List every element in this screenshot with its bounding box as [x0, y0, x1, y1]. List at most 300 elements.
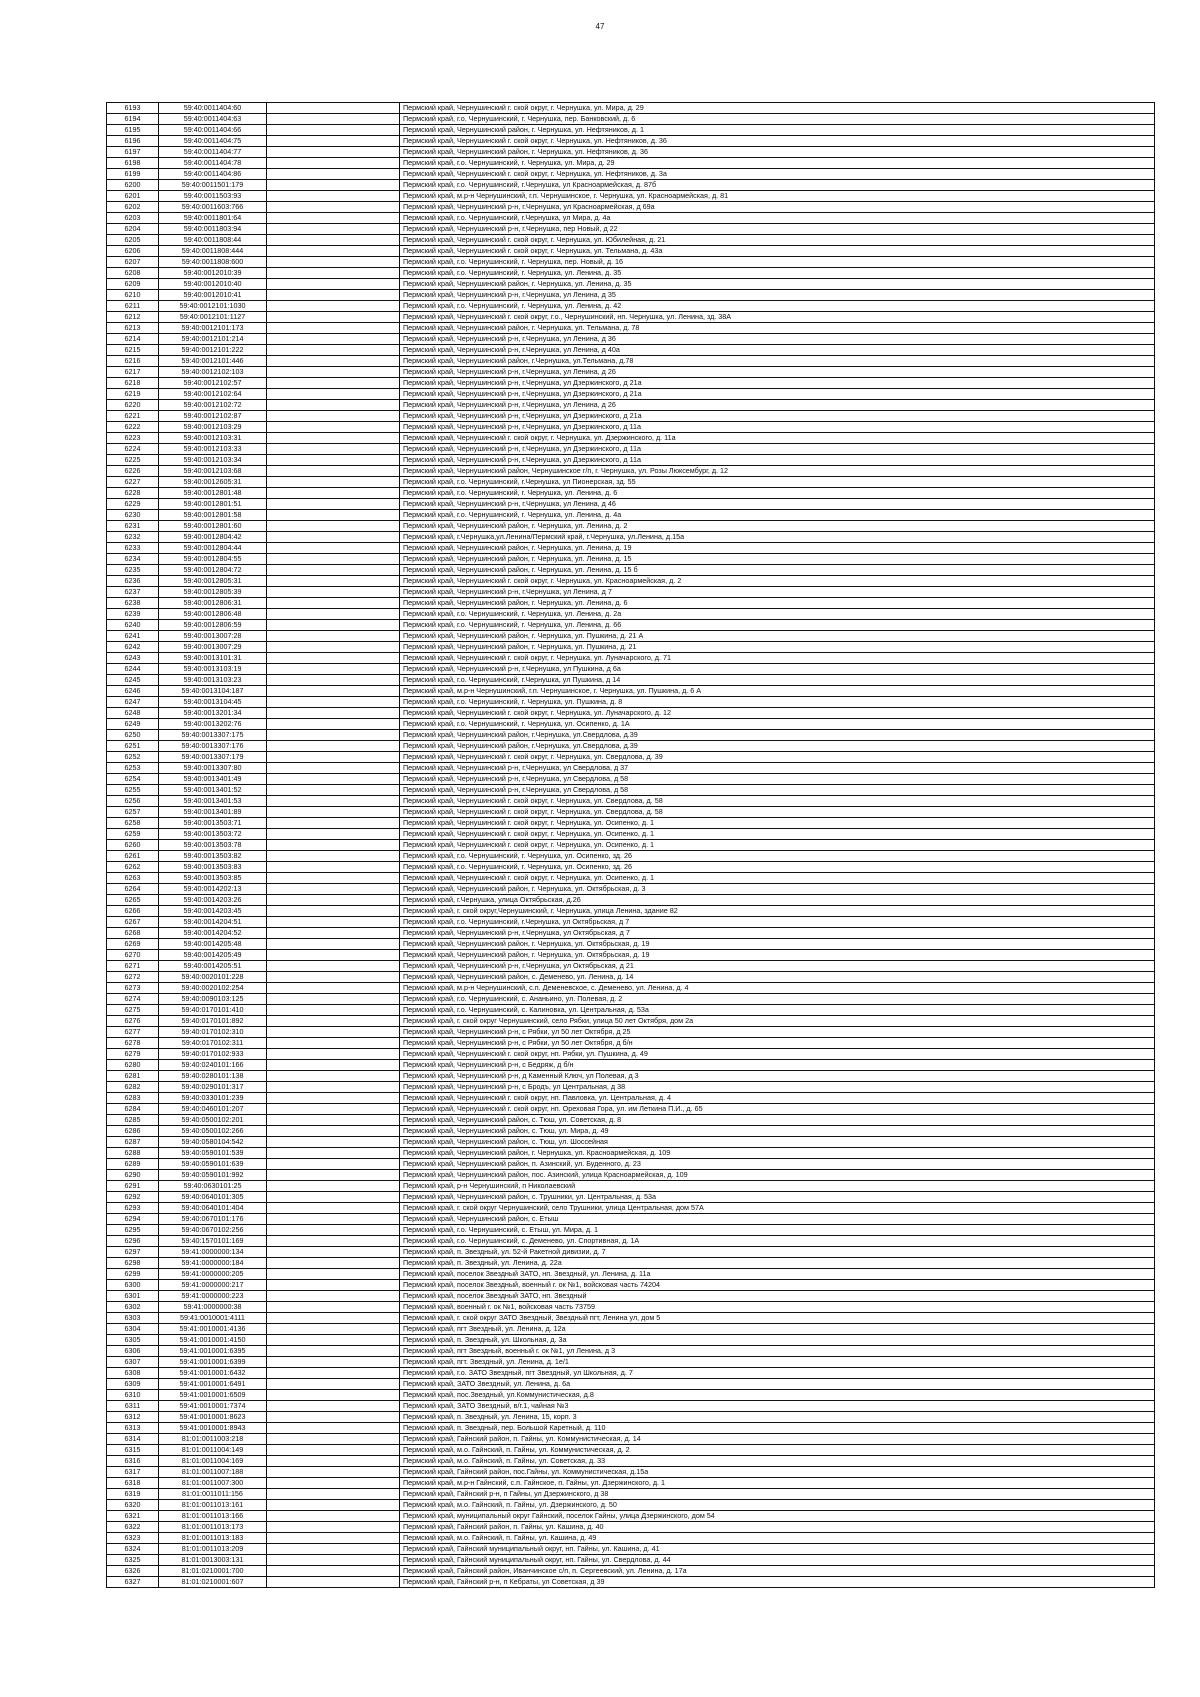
empty-cell [267, 620, 400, 631]
cadastral-number-cell: 59:40:0013503:72 [159, 829, 267, 840]
empty-cell [267, 125, 400, 136]
table-row [107, 851, 1155, 862]
empty-cell [267, 1335, 400, 1346]
empty-cell [267, 1467, 400, 1478]
empty-cell [267, 1005, 400, 1016]
cadastral-number-cell: 81:01:0011003:218 [159, 1434, 267, 1445]
address-cell: Пермский край, м.о. Гайнский, п. Гайны, ул. Дзержинского, д. 50 [400, 1500, 1155, 1511]
empty-cell [267, 257, 400, 268]
empty-cell [267, 1236, 400, 1247]
cadastral-number-cell: 59:40:0013503:85 [159, 873, 267, 884]
cadastral-number-cell: 59:40:0013307:175 [159, 730, 267, 741]
empty-cell [267, 1456, 400, 1467]
address-cell: Пермский край, г.о. Чернушинский, г. Чернушка, ул. Осипенко, д. 1А [400, 719, 1155, 730]
cadastral-number-cell: 59:40:0012804:72 [159, 565, 267, 576]
address-cell: Пермский край, Чернушинский р-н, г.Чернушка, ул Свердлова, д 58 [400, 785, 1155, 796]
row-number-cell: 6278 [107, 1038, 159, 1049]
row-number-cell: 6249 [107, 719, 159, 730]
empty-cell [267, 532, 400, 543]
cadastral-number-cell: 81:01:0011013:166 [159, 1511, 267, 1522]
table-row [107, 1302, 1155, 1313]
address-cell: Пермский край, Чернушинский г. ской округ, г. Чернушка, ул. Осипенко, д. 1 [400, 873, 1155, 884]
address-cell: Пермский край, Чернушинский район, г. Чернушка, ул. Пушкина, д. 21 [400, 642, 1155, 653]
address-cell: Пермский край, м.о. Гайнский, п. Гайны, ул. Советская, д. 33 [400, 1456, 1155, 1467]
empty-cell [267, 576, 400, 587]
table-row [107, 785, 1155, 796]
empty-cell [267, 1346, 400, 1357]
empty-cell [267, 1115, 400, 1126]
cadastral-number-cell: 59:40:0011404:77 [159, 147, 267, 158]
empty-cell [267, 1082, 400, 1093]
address-cell: Пермский край, Чернушинский р-н, г.Чернушка, ул Дзержинского, д 21а [400, 378, 1155, 389]
cadastral-number-cell: 59:40:0012806:31 [159, 598, 267, 609]
cadastral-number-cell: 59:40:0012101:446 [159, 356, 267, 367]
table-row [107, 1049, 1155, 1060]
page-number: 47 [595, 22, 605, 31]
row-number-cell: 6268 [107, 928, 159, 939]
row-number-cell: 6317 [107, 1467, 159, 1478]
empty-cell [267, 1478, 400, 1489]
table-row [107, 389, 1155, 400]
row-number-cell: 6308 [107, 1368, 159, 1379]
cadastral-number-cell: 59:40:0590101:992 [159, 1170, 267, 1181]
table-row [107, 257, 1155, 268]
cadastral-number-cell: 59:41:0000000:184 [159, 1258, 267, 1269]
empty-cell [267, 158, 400, 169]
row-number-cell: 6258 [107, 818, 159, 829]
table-row [107, 1346, 1155, 1357]
cadastral-number-cell: 59:40:0013307:179 [159, 752, 267, 763]
empty-cell [267, 400, 400, 411]
address-cell: Пермский край, Чернушинский р-н, г.Чернушка, ул Дзержинского, д 21а [400, 411, 1155, 422]
row-number-cell: 6289 [107, 1159, 159, 1170]
cadastral-number-cell: 59:40:0280101:138 [159, 1071, 267, 1082]
row-number-cell: 6274 [107, 994, 159, 1005]
table-row [107, 466, 1155, 477]
address-cell: Пермский край, Чернушинский район, г. Чернушка, ул. Ленина, д. 2 [400, 521, 1155, 532]
row-number-cell: 6204 [107, 224, 159, 235]
empty-cell [267, 1104, 400, 1115]
table-row [107, 202, 1155, 213]
row-number-cell: 6275 [107, 1005, 159, 1016]
cadastral-number-cell: 59:40:0012103:33 [159, 444, 267, 455]
row-number-cell: 6225 [107, 455, 159, 466]
address-cell: Пермский край, Чернушинский г. ской округ, нп. Рябки, ул. Пушкина, д. 49 [400, 1049, 1155, 1060]
empty-cell [267, 1500, 400, 1511]
empty-cell [267, 1522, 400, 1533]
row-number-cell: 6227 [107, 477, 159, 488]
cadastral-number-cell: 59:41:0010001:6491 [159, 1379, 267, 1390]
table-row [107, 444, 1155, 455]
row-number-cell: 6229 [107, 499, 159, 510]
cadastral-number-cell: 81:01:0013003:131 [159, 1555, 267, 1566]
table-row [107, 1467, 1155, 1478]
row-number-cell: 6326 [107, 1566, 159, 1577]
table-row [107, 1390, 1155, 1401]
address-cell: Пермский край, Чернушинский район, с. Тюш, ул. Мира, д. 49 [400, 1126, 1155, 1137]
table-row [107, 763, 1155, 774]
row-number-cell: 6193 [107, 103, 159, 114]
row-number-cell: 6290 [107, 1170, 159, 1181]
table-row [107, 1126, 1155, 1137]
address-cell: Пермский край, Чернушинский район, г. Чернушка, ул. Пушкина, д. 21 А [400, 631, 1155, 642]
empty-cell [267, 653, 400, 664]
register-table [106, 102, 1155, 1588]
cadastral-number-cell: 59:40:0013007:28 [159, 631, 267, 642]
address-cell: Пермский край, м.р-н Гайнский, с.п. Гайнское, п. Гайны, ул. Дзержинского, д. 1 [400, 1478, 1155, 1489]
cadastral-number-cell: 59:40:0500102:201 [159, 1115, 267, 1126]
row-number-cell: 6283 [107, 1093, 159, 1104]
empty-cell [267, 983, 400, 994]
cadastral-number-cell: 59:40:0014204:51 [159, 917, 267, 928]
address-cell: Пермский край, г.о. Чернушинский, с. Калиновка, ул. Центральная, д. 53а [400, 1005, 1155, 1016]
row-number-cell: 6311 [107, 1401, 159, 1412]
row-number-cell: 6224 [107, 444, 159, 455]
address-cell: Пермский край, Чернушинский г. ской округ, г. Чернушка, ул. Свердлова, д. 58 [400, 796, 1155, 807]
empty-cell [267, 928, 400, 939]
address-cell: Пермский край, г.о. Чернушинский, г.Чернушка, ул Октябрьская, д 7 [400, 917, 1155, 928]
row-number-cell: 6319 [107, 1489, 159, 1500]
address-cell: Пермский край, Чернушинский г. ской округ, г. Чернушка, ул. Луначарского, д. 12 [400, 708, 1155, 719]
empty-cell [267, 1126, 400, 1137]
table-row [107, 1456, 1155, 1467]
empty-cell [267, 1049, 400, 1060]
empty-cell [267, 1566, 400, 1577]
empty-cell [267, 290, 400, 301]
table-row [107, 1489, 1155, 1500]
cadastral-number-cell: 59:40:0011404:66 [159, 125, 267, 136]
table-row [107, 279, 1155, 290]
address-cell: Пермский край, Чернушинский р-н, г.Чернушка, ул Дзержинского, д 11а [400, 422, 1155, 433]
address-cell: Пермский край, Чернушинский район, Чернушинское г/п, г. Чернушка, ул. Розы Люксембург, д. 12 [400, 466, 1155, 477]
row-number-cell: 6260 [107, 840, 159, 851]
table-row [107, 1258, 1155, 1269]
table-row [107, 884, 1155, 895]
address-cell: Пермский край, г.о. Чернушинский, г. Чернушка, ул. Ленина, д. 35 [400, 268, 1155, 279]
cadastral-number-cell: 59:40:0012804:42 [159, 532, 267, 543]
empty-cell [267, 1313, 400, 1324]
table-row [107, 103, 1155, 114]
row-number-cell: 6300 [107, 1280, 159, 1291]
address-cell: Пермский край, Чернушинский район, г. Чернушка, ул. Нефтяников, д. 1 [400, 125, 1155, 136]
row-number-cell: 6305 [107, 1335, 159, 1346]
empty-cell [267, 1027, 400, 1038]
empty-cell [267, 796, 400, 807]
cadastral-number-cell: 59:41:0000000:223 [159, 1291, 267, 1302]
cadastral-number-cell: 59:40:0013101:31 [159, 653, 267, 664]
table-row [107, 334, 1155, 345]
table-row [107, 125, 1155, 136]
empty-cell [267, 1324, 400, 1335]
cadastral-number-cell: 59:40:0013503:82 [159, 851, 267, 862]
row-number-cell: 6244 [107, 664, 159, 675]
cadastral-number-cell: 59:40:0011404:60 [159, 103, 267, 114]
row-number-cell: 6254 [107, 774, 159, 785]
empty-cell [267, 961, 400, 972]
empty-cell [267, 1137, 400, 1148]
address-cell: Пермский край, Чернушинский р-н, г.Чернушка, ул Октябрьская, д 21 [400, 961, 1155, 972]
cadastral-number-cell: 59:40:0330101:239 [159, 1093, 267, 1104]
cadastral-number-cell: 59:40:0580104:542 [159, 1137, 267, 1148]
table-row [107, 1093, 1155, 1104]
address-cell: Пермский край, Чернушинский г. ской округ, г. Чернушка, ул. Свердлова, д. 39 [400, 752, 1155, 763]
row-number-cell: 6316 [107, 1456, 159, 1467]
row-number-cell: 6303 [107, 1313, 159, 1324]
empty-cell [267, 675, 400, 686]
empty-cell [267, 1412, 400, 1423]
empty-cell [267, 1357, 400, 1368]
address-cell: Пермский край, Чернушинский г. ской округ, г. Чернушка, ул. Осипенко, д. 1 [400, 829, 1155, 840]
empty-cell [267, 1489, 400, 1500]
empty-cell [267, 1071, 400, 1082]
cadastral-number-cell: 59:40:0013202:76 [159, 719, 267, 730]
row-number-cell: 6234 [107, 554, 159, 565]
empty-cell [267, 1225, 400, 1236]
address-cell: Пермский край, г. ской округ Чернушинский, село Трушники, улица Центральная, дом 57А [400, 1203, 1155, 1214]
address-cell: Пермский край, п. Звездный, ул. 52-й Ракетной дивизии, д. 7 [400, 1247, 1155, 1258]
row-number-cell: 6256 [107, 796, 159, 807]
cadastral-number-cell: 59:40:0170102:311 [159, 1038, 267, 1049]
row-number-cell: 6209 [107, 279, 159, 290]
table-row [107, 774, 1155, 785]
cadastral-number-cell: 59:40:0014203:45 [159, 906, 267, 917]
row-number-cell: 6242 [107, 642, 159, 653]
table-row [107, 433, 1155, 444]
table-row [107, 587, 1155, 598]
cadastral-number-cell: 59:40:0011503:93 [159, 191, 267, 202]
address-cell: Пермский край, Чернушинский г. ской округ, г. Чернушка, ул. Мира, д. 29 [400, 103, 1155, 114]
table-row [107, 917, 1155, 928]
address-cell: Пермский край, Чернушинский район, с. Тюш, ул. Шоссейная [400, 1137, 1155, 1148]
address-cell: Пермский край, Чернушинский г. ской округ, г.о., Чернушинский, нп. Чернушка, ул. Ленина, зд. 38А [400, 312, 1155, 323]
row-number-cell: 6293 [107, 1203, 159, 1214]
address-cell: Пермский край, Чернушинский р-н, г.Чернушка, ул Дзержинского, д 11а [400, 444, 1155, 455]
row-number-cell: 6279 [107, 1049, 159, 1060]
table-row [107, 411, 1155, 422]
row-number-cell: 6214 [107, 334, 159, 345]
table-row [107, 1225, 1155, 1236]
table-row [107, 1434, 1155, 1445]
table-row [107, 1170, 1155, 1181]
address-cell: Пермский край, г.о. Чернушинский, г.Чернушка, ул Красноармейская, д. 87б [400, 180, 1155, 191]
address-cell: Пермский край, Чернушинский г. ской округ, нп. Ореховая Гора, ул. им Леткина П.И., д. 65 [400, 1104, 1155, 1115]
cadastral-number-cell: 59:40:0012103:31 [159, 433, 267, 444]
row-number-cell: 6220 [107, 400, 159, 411]
table-row [107, 1500, 1155, 1511]
table-row [107, 697, 1155, 708]
address-cell: Пермский край, Чернушинский район, пос. Азинский, улица Красноармейская, д. 109 [400, 1170, 1155, 1181]
cadastral-number-cell: 59:40:0012101:222 [159, 345, 267, 356]
cadastral-number-cell: 59:40:0020102:254 [159, 983, 267, 994]
row-number-cell: 6302 [107, 1302, 159, 1313]
empty-cell [267, 752, 400, 763]
cadastral-number-cell: 59:40:0011803:94 [159, 224, 267, 235]
empty-cell [267, 664, 400, 675]
cadastral-number-cell: 59:40:0013503:78 [159, 840, 267, 851]
table-row [107, 994, 1155, 1005]
table-row [107, 169, 1155, 180]
address-cell: Пермский край, Чернушинский район, п. Азинский, ул. Буденного, д. 23 [400, 1159, 1155, 1170]
address-cell: Пермский край, г.о. Чернушинский, г. Чернушка, ул. Ленина, д. 2а [400, 609, 1155, 620]
empty-cell [267, 147, 400, 158]
cadastral-number-cell: 59:40:0011404:86 [159, 169, 267, 180]
cadastral-number-cell: 81:01:0011007:188 [159, 1467, 267, 1478]
address-cell: Пермский край, Чернушинский район, г. Чернушка, ул. Ленина, д. 15 [400, 554, 1155, 565]
cadastral-number-cell: 59:41:0000000:134 [159, 1247, 267, 1258]
table-row [107, 180, 1155, 191]
address-cell: Пермский край, пос.Звездный, ул.Коммунистическая, д.8 [400, 1390, 1155, 1401]
empty-cell [267, 829, 400, 840]
empty-cell [267, 741, 400, 752]
table-row [107, 1181, 1155, 1192]
row-number-cell: 6197 [107, 147, 159, 158]
cadastral-number-cell: 59:40:0012010:40 [159, 279, 267, 290]
address-cell: Пермский край, Чернушинский р-н, г.Чернушка, ул Ленина, д 26 [400, 367, 1155, 378]
cadastral-number-cell: 59:40:0011808:600 [159, 257, 267, 268]
cadastral-number-cell: 59:40:0240101:166 [159, 1060, 267, 1071]
address-cell: Пермский край, Чернушинский г. ской округ, г. Чернушка, ул. Нефтяников, д. 36 [400, 136, 1155, 147]
row-number-cell: 6212 [107, 312, 159, 323]
address-cell: Пермский край, ЗАТО Звездный, в/г.1, чайная №3 [400, 1401, 1155, 1412]
cadastral-number-cell: 81:01:0210001:700 [159, 1566, 267, 1577]
address-cell: Пермский край, Чернушинский район, г. Чернушка, ул. Октябрьская, д. 19 [400, 939, 1155, 950]
table-row [107, 301, 1155, 312]
address-cell: Пермский край, м.р-н Чернушинский, с.п. Деменевское, с. Деменево, ул. Ленина, д. 4 [400, 983, 1155, 994]
address-cell: Пермский край, Чернушинский район, г. Чернушка, ул. Октябрьская, д. 3 [400, 884, 1155, 895]
cadastral-number-cell: 59:40:0012102:72 [159, 400, 267, 411]
row-number-cell: 6301 [107, 1291, 159, 1302]
row-number-cell: 6236 [107, 576, 159, 587]
empty-cell [267, 719, 400, 730]
row-number-cell: 6208 [107, 268, 159, 279]
table-row [107, 136, 1155, 147]
row-number-cell: 6281 [107, 1071, 159, 1082]
table-row [107, 1291, 1155, 1302]
row-number-cell: 6327 [107, 1577, 159, 1588]
address-cell: Пермский край, Чернушинский г. ской округ, г. Чернушка, ул. Дзержинского, д. 11а [400, 433, 1155, 444]
row-number-cell: 6264 [107, 884, 159, 895]
row-number-cell: 6216 [107, 356, 159, 367]
empty-cell [267, 708, 400, 719]
empty-cell [267, 466, 400, 477]
row-number-cell: 6312 [107, 1412, 159, 1423]
empty-cell [267, 1159, 400, 1170]
cadastral-number-cell: 59:40:0170101:410 [159, 1005, 267, 1016]
address-cell: Пермский край, муниципальный округ Гайнский, поселок Гайны, улица Дзержинского, дом 54 [400, 1511, 1155, 1522]
address-cell: Пермский край, Чернушинский район, г. Чернушка, ул. Ленина, д. 6 [400, 598, 1155, 609]
empty-cell [267, 939, 400, 950]
empty-cell [267, 499, 400, 510]
table-row [107, 752, 1155, 763]
row-number-cell: 6238 [107, 598, 159, 609]
address-cell: Пермский край, пгт Звездный, военный г. ок №1, ул Ленина, д 3 [400, 1346, 1155, 1357]
row-number-cell: 6280 [107, 1060, 159, 1071]
empty-cell [267, 543, 400, 554]
address-cell: Пермский край, г.о. Чернушинский, г. Чернушка, ул. Ленина, д. 4а [400, 510, 1155, 521]
register-table-body [107, 103, 1155, 1588]
cadastral-number-cell: 59:40:0011808:44 [159, 235, 267, 246]
empty-cell [267, 1544, 400, 1555]
table-row [107, 708, 1155, 719]
empty-cell [267, 950, 400, 961]
table-row [107, 1159, 1155, 1170]
cadastral-number-cell: 59:40:0014202:13 [159, 884, 267, 895]
table-row [107, 1214, 1155, 1225]
address-cell: Пермский край, г.о. ЗАТО Звездный, пгт Звездный, ул Школьная, д. 7 [400, 1368, 1155, 1379]
empty-cell [267, 1203, 400, 1214]
row-number-cell: 6230 [107, 510, 159, 521]
cadastral-number-cell: 59:40:0012102:64 [159, 389, 267, 400]
address-cell: Пермский край, военный г. ок №1, войсковая часть 73759 [400, 1302, 1155, 1313]
empty-cell [267, 1555, 400, 1566]
row-number-cell: 6226 [107, 466, 159, 477]
cadastral-number-cell: 59:40:0012801:48 [159, 488, 267, 499]
empty-cell [267, 279, 400, 290]
empty-cell [267, 1390, 400, 1401]
table-row [107, 1104, 1155, 1115]
address-cell: Пермский край, Чернушинский г. ской округ, г. Чернушка, ул. Тельмана, д. 43а [400, 246, 1155, 257]
empty-cell [267, 455, 400, 466]
empty-cell [267, 730, 400, 741]
row-number-cell: 6295 [107, 1225, 159, 1236]
row-number-cell: 6320 [107, 1500, 159, 1511]
cadastral-number-cell: 59:40:0014203:26 [159, 895, 267, 906]
row-number-cell: 6291 [107, 1181, 159, 1192]
row-number-cell: 6298 [107, 1258, 159, 1269]
empty-cell [267, 389, 400, 400]
address-cell: Пермский край, г.о. Чернушинский, г. Чернушка, ул. Ленина, д. 6 [400, 488, 1155, 499]
address-cell: Пермский край, г.о. Чернушинский, г. Чернушка, ул. Осипенко, зд. 26 [400, 851, 1155, 862]
empty-cell [267, 334, 400, 345]
table-row [107, 741, 1155, 752]
address-cell: Пермский край, г.о. Чернушинский, с. Деменево, ул. Спортивная, д. 1А [400, 1236, 1155, 1247]
cadastral-number-cell: 59:40:0012103:34 [159, 455, 267, 466]
row-number-cell: 6239 [107, 609, 159, 620]
table-row [107, 730, 1155, 741]
row-number-cell: 6215 [107, 345, 159, 356]
table-row [107, 598, 1155, 609]
cadastral-number-cell: 59:40:0011801:64 [159, 213, 267, 224]
table-row [107, 356, 1155, 367]
row-number-cell: 6287 [107, 1137, 159, 1148]
address-cell: Пермский край, Чернушинский район, г. Чернушка, ул. Ленина, д. 19 [400, 543, 1155, 554]
row-number-cell: 6211 [107, 301, 159, 312]
address-cell: Пермский край, п. Звездный, пер. Большой Каретный, д. 110 [400, 1423, 1155, 1434]
empty-cell [267, 884, 400, 895]
row-number-cell: 6276 [107, 1016, 159, 1027]
table-row [107, 807, 1155, 818]
cadastral-number-cell: 59:41:0010001:4150 [159, 1335, 267, 1346]
row-number-cell: 6232 [107, 532, 159, 543]
empty-cell [267, 631, 400, 642]
cadastral-number-cell: 59:40:0012103:29 [159, 422, 267, 433]
row-number-cell: 6252 [107, 752, 159, 763]
cadastral-number-cell: 59:40:0013503:83 [159, 862, 267, 873]
address-cell: Пермский край, г.о. Чернушинский, г. Чернушка, ул. Осипенко, зд. 26 [400, 862, 1155, 873]
table-row [107, 499, 1155, 510]
address-cell: Пермский край, Чернушинский р-н, г.Чернушка, ул Свердлова, д 37 [400, 763, 1155, 774]
row-number-cell: 6304 [107, 1324, 159, 1335]
cadastral-number-cell: 59:40:0013103:19 [159, 664, 267, 675]
row-number-cell: 6255 [107, 785, 159, 796]
table-row [107, 1313, 1155, 1324]
cadastral-number-cell: 59:40:0014205:48 [159, 939, 267, 950]
address-cell: Пермский край, г.Чернушка,ул.Ленина/Пермский край, г.Чернушка, ул.Ленина, д.15а [400, 532, 1155, 543]
empty-cell [267, 840, 400, 851]
table-row [107, 191, 1155, 202]
row-number-cell: 6271 [107, 961, 159, 972]
empty-cell [267, 180, 400, 191]
